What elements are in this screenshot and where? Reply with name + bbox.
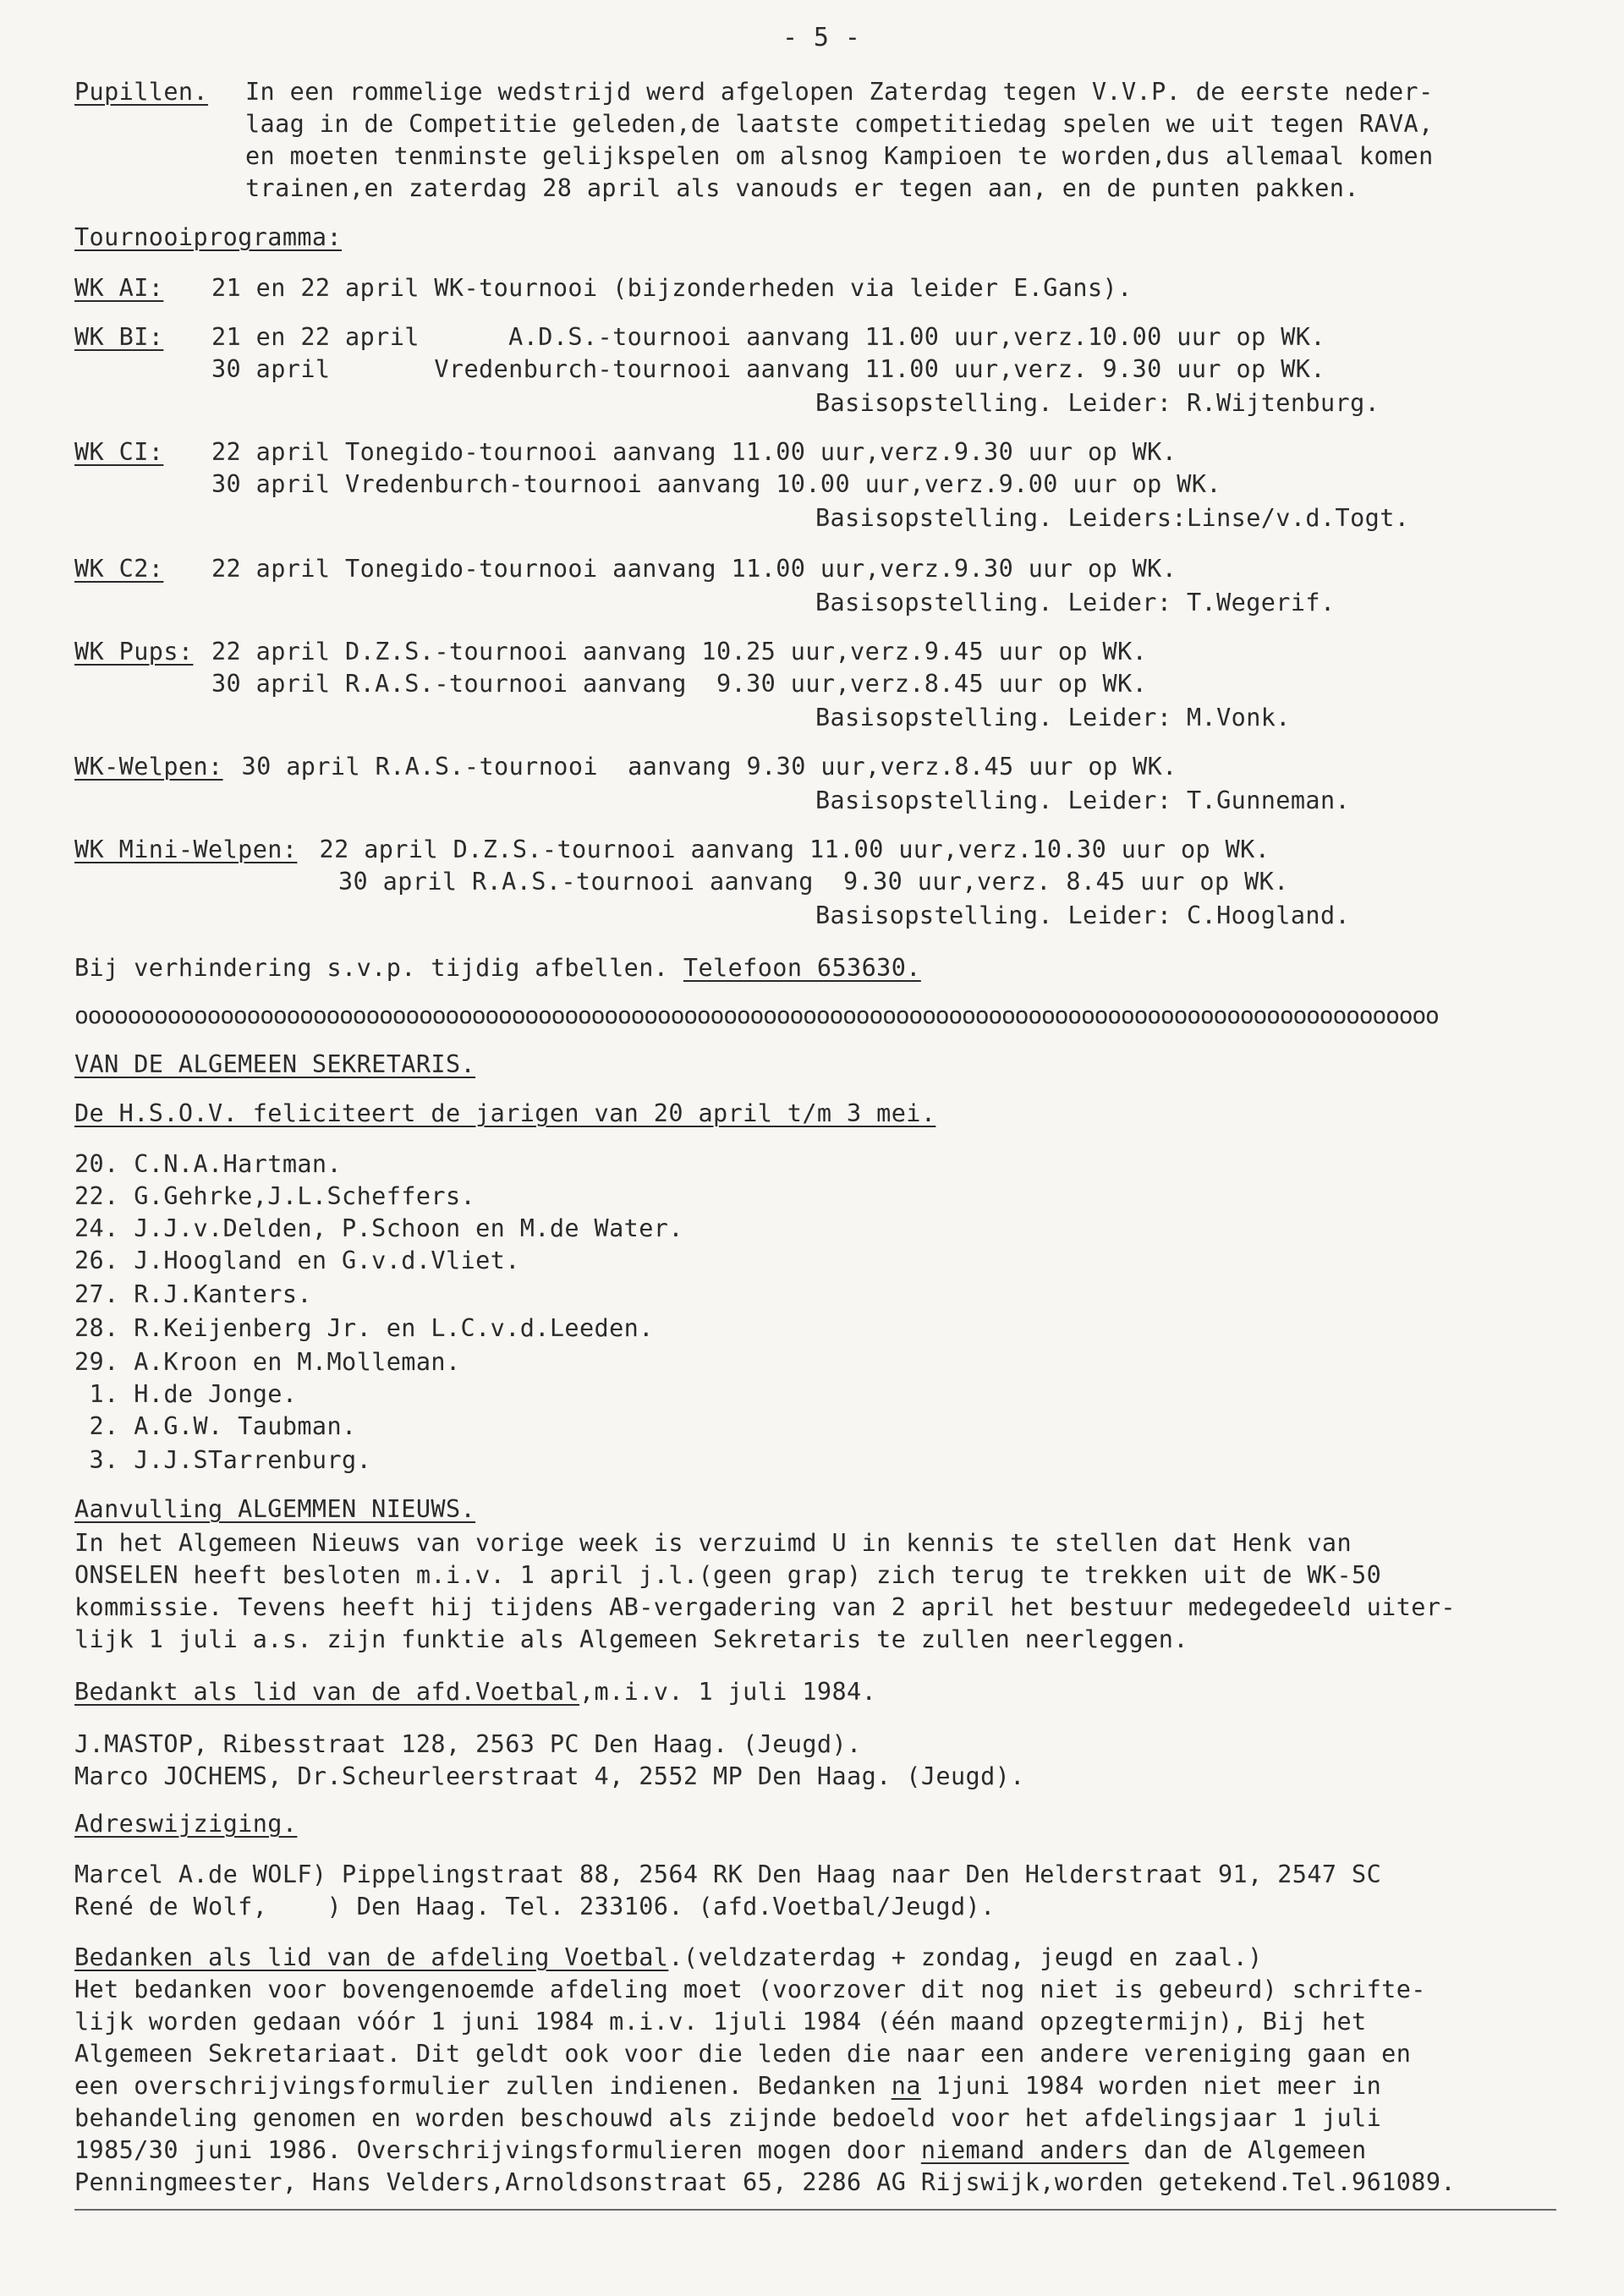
bedanken-line [74,2136,1367,2165]
wk-mini-line-1: 22 april D.Z.S.-tournooi aanvang 11.00 uur,verz.10.30 uur op WK. [304,836,1270,863]
jarige-item: 24. J.J.v.Delden, P.Schoon en M.de Water. [74,1214,683,1242]
wk-pups-label: WK Pups: [74,638,194,666]
jarige-item: 22. G.Gehrke,J.L.Scheffers. [74,1182,476,1210]
wk-c1-line-1: 22 april Tonegido-tournooi aanvang 11.00 uur,verz.9.30 uur op WK. [211,438,1177,466]
emphasis-na: na [891,2072,921,2100]
wk-pups-line-1: 22 april D.Z.S.-tournooi aanvang 10.25 uur,verz.9.45 uur op WK. [211,638,1148,666]
telefoon-number: Telefoon 653630. [683,954,921,982]
wk-pups-line-3: Basisopstelling. Leider: M.Vonk. [815,704,1291,732]
wk-welpen-label: WK-Welpen: [74,753,223,781]
wk-mini-label: WK Mini-Welpen: [74,836,298,863]
bedanken-text: 1juni 1984 worden niet meer in [920,2072,1382,2100]
bedanken-text: een overschrijvingsformulier zullen indienen. Bedanken [74,2072,892,2100]
bedanken-line: Het bedanken voor bovengenoemde afdeling moet (voorzover dit nog niet is gebeurd) schrifte- [74,1975,1426,2003]
wk-a1-label: WK AI: [74,274,164,302]
jarige-item: 29. A.Kroon en M.Molleman. [74,1348,461,1376]
wk-b1-line-3: Basisopstelling. Leider: R.Wijtenburg. [815,389,1380,417]
pupillen-line-3: en moeten tenminste gelijkspelen om alsnog Kampioen te worden,dus allemaal komen [245,142,1434,170]
emphasis-niemand-anders: niemand anders [920,2136,1129,2164]
bedanken-text: 1985/30 juni 1986. Overschrijvingsformulieren mogen door [74,2136,921,2164]
aanvulling-line: lijk 1 juli a.s. zijn funktie als Algemeen Sekretaris te zullen neerleggen. [74,1625,1188,1653]
aanvulling-line: In het Algemeen Nieuws van vorige week is verzuimd U in kennis te stellen dat Henk van [74,1529,1352,1557]
bedanken-heading-note: .(veldzaterdag + zondag, jeugd en zaal.) [668,1943,1263,1971]
adres-line: Marcel A.de WOLF) Pippelingstraat 88, 2564 RK Den Haag naar Den Helderstraat 91, 2547 SC [74,1860,1382,1888]
bedanken-heading: Bedanken als lid van de afdeling Voetbal [74,1943,669,1971]
wk-mini-line-3: Basisopstelling. Leider: C.Hoogland. [815,901,1351,929]
afbellen-line [74,954,921,983]
aanvulling-line: ONSELEN heeft besloten m.i.v. 1 april j.l.(geen grap) zich terug te trekken uit de WK-50 [74,1561,1382,1589]
bedankt-heading: Bedankt als lid van de afd.Voetbal [74,1678,579,1706]
wk-c2-label: WK C2: [74,555,164,583]
jarige-item: 28. R.Keijenberg Jr. en L.C.v.d.Leeden. [74,1314,654,1342]
divider-circles: ooooooooooooooooooooooooooooooooooooooooooooooooooooooooooooooooooooooooooooooooooooooooooooooooooooooo [74,1001,1439,1029]
pupillen-line-2: laag in de Competitie geleden,de laatste competitiedag spelen we uit tegen RAVA, [245,110,1434,138]
wk-b1-line-1: 21 en 22 april A.D.S.-tournooi aanvang 11.00 uur,verz.10.00 uur op WK. [211,323,1325,351]
jarige-item: 2. A.G.W. Taubman. [74,1412,357,1440]
adres-line: René de Wolf, ) Den Haag. Tel. 233106. (afd.Voetbal/Jeugd). [74,1893,996,1921]
bedanken-line [74,2072,1381,2101]
bedankt-line: J.MASTOP, Ribesstraat 128, 2563 PC Den Haag. (Jeugd). [74,1730,862,1758]
wk-c2-line-1: 22 april Tonegido-tournooi aanvang 11.00 uur,verz.9.30 uur op WK. [211,555,1177,583]
page-number: - 5 - [782,23,861,52]
bedanken-heading-line [74,1943,1263,1972]
bottom-rule [74,2209,1556,2211]
aanvulling-heading: Aanvulling ALGEMMEN NIEUWS. [74,1495,476,1523]
bedankt-heading-date: ,m.i.v. 1 juli 1984. [579,1678,877,1706]
pupillen-label: Pupillen. [74,78,209,106]
wk-c1-line-2: 30 april Vredenburch-tournooi aanvang 10.00 uur,verz.9.00 uur op WK. [211,470,1221,498]
wk-a1-text: 21 en 22 april WK-tournooi (bijzonderheden via leider E.Gans). [211,274,1133,302]
jarige-item: 27. R.J.Kanters. [74,1280,312,1308]
adres-heading: Adreswijziging. [74,1810,298,1838]
felicitatie-line: De H.S.O.V. feliciteert de jarigen van 20 april t/m 3 mei. [74,1099,936,1127]
wk-welpen-line-2: Basisopstelling. Leider: T.Gunneman. [815,786,1351,814]
wk-c2-line-2: Basisopstelling. Leider: T.Wegerif. [815,589,1336,616]
jarige-item: 1. H.de Jonge. [74,1380,298,1408]
bedankt-line: Marco JOCHEMS, Dr.Scheurleerstraat 4, 2552 MP Den Haag. (Jeugd). [74,1762,1025,1790]
jarige-item: 20. C.N.A.Hartman. [74,1150,343,1178]
afbellen-text: Bij verhindering s.v.p. tijdig afbellen. [74,954,683,982]
bedanken-line: Penningmeester, Hans Velders,Arnoldsonstraat 65, 2286 AG Rijswijk,worden getekend.Tel.961089. [74,2168,1456,2196]
wk-b1-line-2: 30 april Vredenburch-tournooi aanvang 11.00 uur,verz. 9.30 uur op WK. [211,355,1325,383]
wk-mini-line-2: 30 april R.A.S.-tournooi aanvang 9.30 uur,verz. 8.45 uur op WK. [338,868,1289,896]
sekretaris-heading: VAN DE ALGEMEEN SEKRETARIS. [74,1050,476,1078]
pupillen-line-1: In een rommelige wedstrijd werd afgelopen Zaterdag tegen V.V.P. de eerste neder- [245,78,1434,106]
toernooi-heading: Tournooiprogramma: [74,223,343,251]
bedanken-line: behandeling genomen en worden beschouwd als zijnde bedoeld voor het afdelingsjaar 1 juli [74,2104,1382,2132]
wk-b1-label: WK BI: [74,323,164,351]
bedanken-line: Algemeen Sekretariaat. Dit geldt ook voor die leden die naar een andere vereniging gaan en [74,2040,1412,2068]
aanvulling-line: kommissie. Tevens heeft hij tijdens AB-vergadering van 2 april het bestuur medegedeeld uiter- [74,1593,1456,1621]
wk-pups-line-2: 30 april R.A.S.-tournooi aanvang 9.30 uur,verz.8.45 uur op WK. [211,670,1148,698]
bedanken-line: lijk worden gedaan vóór 1 juni 1984 m.i.v. 1juli 1984 (één maand opzegtermijn), Bij het [74,2008,1367,2036]
bleed-through [643,245,656,271]
bedankt-heading-line [74,1678,876,1707]
bedanken-text: dan de Algemeen [1128,2136,1367,2164]
wk-welpen-line-1: 30 april R.A.S.-tournooi aanvang 9.30 uur,verz.8.45 uur op WK. [227,753,1177,781]
wk-c1-label: WK CI: [74,438,164,466]
wk-c1-line-3: Basisopstelling. Leiders:Linse/v.d.Togt. [815,504,1410,532]
pupillen-line-4: trainen,en zaterdag 28 april als vanouds er tegen aan, en de punten pakken. [245,174,1359,202]
jarige-item: 26. J.Hoogland en G.v.d.Vliet. [74,1247,520,1274]
jarige-item: 3. J.J.STarrenburg. [74,1446,372,1474]
